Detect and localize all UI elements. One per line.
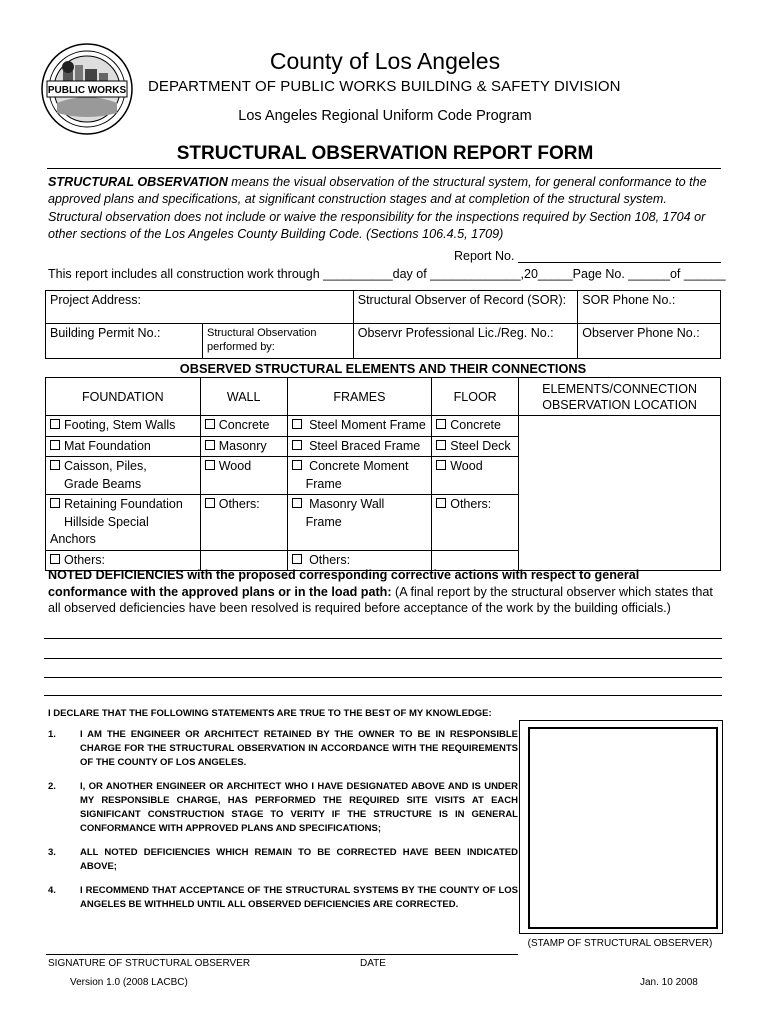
checkbox-steel-braced[interactable] (287, 436, 432, 457)
intro-term: STRUCTURAL OBSERVATION (48, 175, 228, 189)
footing-label: Footing, Stem Walls (64, 418, 176, 432)
sor-field[interactable] (353, 291, 578, 324)
item-text: I RECOMMEND THAT ACCEPTANCE OF THE STRUCTURAL SYSTEMS BY THE COUNTY OF LOS ANGELES BE WITHHELD UNTIL ALL OBSERVED DEFICIENCIES ARE CORRECTED. (80, 885, 518, 910)
col-floor: FLOOR (432, 378, 519, 416)
wall-masonry-label: Masonry (218, 438, 267, 453)
performed-by-field[interactable] (203, 324, 353, 358)
mat-label: Mat Foundation (64, 438, 151, 453)
stamp-inner-box (528, 727, 718, 929)
intro-text: means the visual observation of the structural system, for general conformance to the approved plans and specifications, at significant construction stages and at completion of the structural system. Structural observation does not include or waive the responsibility for the inspections required by Section 108, 1704 or other sections of the Los Angeles County Building Code. (Sections 106.4.5, 1709) (48, 175, 707, 241)
sor-phone-field[interactable] (578, 291, 721, 324)
col-foundation: FOUNDATION (46, 378, 201, 416)
sor-phone-label: SOR Phone No.: (582, 293, 676, 307)
signature-line[interactable] (46, 954, 518, 955)
checkbox-icon (436, 419, 446, 429)
title-rule (47, 168, 721, 169)
frames-others-label: Others: (309, 552, 351, 567)
checkbox-masonry-wall[interactable] (287, 495, 432, 551)
lic-field[interactable] (353, 324, 578, 359)
floor-others-label: Others: (450, 497, 492, 511)
checkbox-retaining[interactable] (46, 495, 201, 551)
date-label: DATE (360, 958, 386, 969)
floor-concrete-label: Concrete (450, 418, 501, 432)
checkbox-concrete-moment[interactable] (287, 457, 432, 495)
report-no-field[interactable] (518, 262, 721, 263)
elements-heading: OBSERVED STRUCTURAL ELEMENTS AND THEIR CONNECTIONS (179, 361, 587, 376)
deficiency-line-4[interactable] (44, 695, 722, 696)
checkbox-icon (205, 440, 215, 450)
checkbox-floor-wood[interactable] (432, 457, 519, 495)
stamp-label: (STAMP OF STRUCTURAL OBSERVER) (527, 938, 713, 949)
concrete-moment-label: Concrete Moment (309, 459, 409, 473)
item-number: 4. (48, 885, 56, 896)
checkbox-icon (50, 498, 60, 508)
steel-braced-label: Steel Braced Frame (309, 438, 421, 453)
checkbox-footing[interactable] (46, 416, 201, 437)
observer-phone-field[interactable] (578, 324, 721, 359)
county-title: County of Los Angeles (269, 48, 501, 74)
deficiency-line-1[interactable] (44, 638, 722, 639)
observer-phone-label: Observer Phone No.: (582, 326, 700, 340)
project-address-label: Project Address: (50, 293, 142, 307)
checkbox-floor-concrete[interactable] (432, 416, 519, 437)
program-name: Los Angeles Regional Uniform Code Program (238, 108, 532, 124)
checkbox-wall-concrete[interactable] (200, 416, 287, 437)
report-no-label: Report No. (454, 249, 515, 263)
wall-concrete-label: Concrete (218, 418, 270, 432)
checkbox-wall-others[interactable] (200, 495, 287, 551)
form-title: STRUCTURAL OBSERVATION REPORT FORM (176, 143, 594, 164)
deficiency-line-2[interactable] (44, 658, 722, 659)
item-number: 3. (48, 847, 56, 858)
checkbox-icon (292, 460, 302, 470)
item-number: 2. (48, 781, 56, 792)
item-text: I AM THE ENGINEER OR ARCHITECT RETAINED BY THE OWNER TO BE IN RESPONSIBLE CHARGE FOR THE STRUCTURAL OBSERVATION IN ACCORDANCE WITH THE REQUIREMENTS OF THE COUNTY OF LOS ANGELES. (80, 729, 518, 768)
building-permit-field[interactable] (46, 324, 203, 358)
checkbox-floor-others[interactable] (432, 495, 519, 551)
retaining-label: Retaining Foundation (64, 497, 183, 511)
col-frames: FRAMES (287, 378, 432, 416)
steel-moment-label: Steel Moment Frame (309, 418, 426, 432)
checkbox-icon (50, 419, 60, 429)
checkbox-icon (292, 440, 302, 450)
item-text: ALL NOTED DEFICIENCIES WHICH REMAIN TO BE CORRECTED HAVE BEEN INDICATED ABOVE; (80, 847, 518, 872)
signature-label: SIGNATURE OF STRUCTURAL OBSERVER (48, 958, 251, 969)
sor-label: Structural Observer of Record (SOR): (357, 293, 567, 307)
permit-cell (46, 324, 354, 359)
col-location: ELEMENTS/CONNECTION OBSERVATION LOCATION (519, 378, 721, 416)
checkbox-icon (436, 498, 446, 508)
logo-text: PUBLIC WORKS (47, 85, 127, 96)
checkbox-icon (205, 460, 215, 470)
checkbox-icon (50, 460, 60, 470)
through-date-line[interactable]: This report includes all construction work through __________day of _____________,20_____Page No. ______of ______ (48, 267, 726, 281)
checkbox-icon (436, 440, 446, 450)
project-info-table (45, 290, 721, 359)
checkbox-wall-wood[interactable] (200, 457, 287, 495)
item-text: I, OR ANOTHER ENGINEER OR ARCHITECT WHO I HAVE DESIGNATED ABOVE AND IS UNDER MY RESPONSIBLE CHARGE, HAS PERFORMED THE REQUIRED SITE VISITS AT EACH SIGNIFICANT CONSTRUCTION STAGE TO VERITY IF THE STRUCTURE IS IN GENERAL CONFORMANCE WITH APPROVED PLANS AND SPECIFICATIONS; (80, 781, 518, 834)
deficiency-line-3[interactable] (44, 677, 722, 678)
noted-text: (A final report by the structural observer which states that all observed deficiencies have been resolved is required before acceptance of the work by the building officials.) (48, 584, 713, 615)
masonry-wall-label: Masonry Wall (309, 497, 385, 511)
floor-wood-label: Wood (450, 459, 483, 473)
noted-bold: NOTED DEFICIENCIES with the proposed corresponding corrective actions with respect to general conformance with the approved plans or in the load path: (48, 568, 640, 599)
county-seal-logo (41, 43, 133, 135)
checkbox-icon (50, 440, 60, 450)
checkbox-icon (436, 460, 446, 470)
checkbox-icon (205, 498, 215, 508)
checkbox-icon (292, 419, 302, 429)
col-wall: WALL (200, 378, 287, 416)
masonry-wall-frame-label: Frame (305, 514, 342, 529)
concrete-moment-frame-label: Frame (305, 476, 342, 491)
checkbox-floor-steel[interactable] (432, 436, 519, 457)
foundation-others-label: Others: (64, 552, 105, 567)
wall-wood-label: Wood (218, 459, 252, 473)
elements-table (45, 377, 721, 571)
hillside-label: Hillside Special Anchors (50, 514, 149, 546)
noted-deficiencies (48, 567, 720, 617)
checkbox-steel-moment[interactable] (287, 416, 432, 437)
performed-by-label: Structural Observation performed by: (207, 327, 317, 353)
checkbox-caisson[interactable] (46, 457, 201, 495)
wall-others-label: Others: (218, 497, 260, 511)
intro-paragraph (48, 174, 720, 243)
floor-steel-label: Steel Deck (450, 438, 511, 453)
version-label: Version 1.0 (2008 LACBC) (70, 977, 188, 988)
declaration-heading: I DECLARE THAT THE FOLLOWING STATEMENTS ARE TRUE TO THE BEST OF MY KNOWLEDGE: (48, 708, 492, 719)
grade-beams-label: Grade Beams (64, 476, 142, 491)
checkbox-mat[interactable] (46, 436, 201, 457)
checkbox-icon (50, 554, 60, 564)
location-field[interactable] (519, 416, 721, 571)
caisson-label: Caisson, Piles, (64, 459, 147, 473)
checkbox-wall-masonry[interactable] (200, 436, 287, 457)
building-permit-label: Building Permit No.: (50, 326, 161, 340)
item-number: 1. (48, 729, 56, 740)
checkbox-icon (292, 498, 302, 508)
project-address-field[interactable] (46, 291, 354, 324)
version-date: Jan. 10 2008 (640, 977, 698, 988)
checkbox-icon (292, 554, 302, 564)
lic-label: Observr Professional Lic./Reg. No.: (357, 326, 554, 340)
department-name: DEPARTMENT OF PUBLIC WORKS BUILDING & SAFETY DIVISION (148, 78, 621, 95)
checkbox-icon (205, 419, 215, 429)
